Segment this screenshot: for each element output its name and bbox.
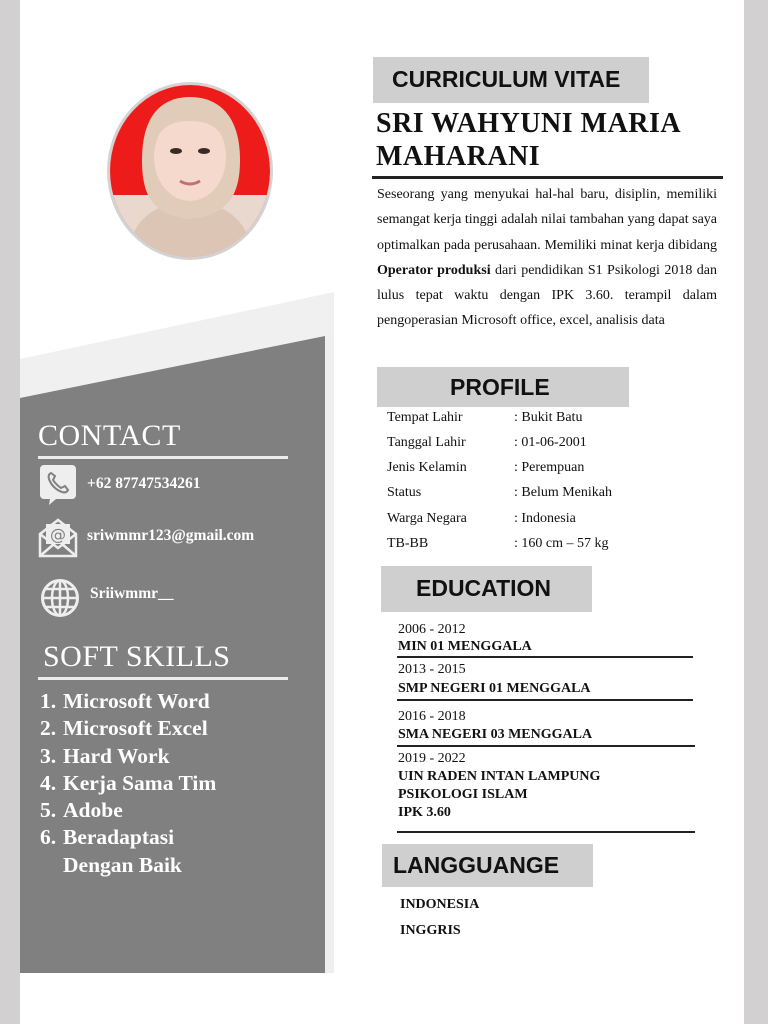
skill-number: 3. [40, 743, 57, 768]
skill-number: 2. [40, 716, 57, 741]
language-heading: LANGGUANGE [393, 852, 560, 878]
summary-text-1: Seseorang yang menyukai hal-hal baru, disiplin, memiliki semangat kerja tinggi adalah nilai tambahan yang dapat saya optimalkan pada perusahaan. Memiliki minat kerja dibidang [377, 187, 717, 253]
education-school: SMA NEGERI 03 MENGGALA [398, 727, 593, 742]
language-heading-box [382, 844, 593, 887]
profile-label: Jenis Kelamin [387, 460, 467, 475]
profile-value: : Perempuan [514, 460, 585, 475]
summary-paragraph [377, 182, 717, 355]
education-major: PSIKOLOGI ISLAM [398, 787, 528, 802]
education-heading: EDUCATION [416, 575, 552, 601]
profile-heading: PROFILE [450, 374, 550, 400]
name-divider [372, 176, 723, 179]
globe-icon [40, 578, 80, 623]
contact-rule [38, 456, 288, 459]
skill-text: Beradaptasi Dengan Baik [63, 825, 182, 877]
education-years: 2013 - 2015 [398, 662, 466, 677]
cv-title: CURRICULUM VITAE [392, 66, 621, 92]
list-item [40, 743, 320, 770]
profile-value: : 01-06-2001 [514, 435, 587, 450]
cv-title-box [373, 57, 649, 103]
contact-heading: CONTACT [38, 419, 181, 452]
list-item [40, 715, 320, 742]
summary-text-2: dari pendidikan S1 Psikologi 2018 dan lulus tepat waktu dengan IPK 3.60. terampil dalam pengoperasian Microsoft office, excel, analisis data [377, 262, 717, 329]
list-item [40, 770, 320, 797]
phone-icon [40, 465, 76, 510]
profile-row [387, 511, 727, 531]
education-years: 2006 - 2012 [398, 622, 466, 637]
profile-row [387, 536, 727, 556]
profile-label: TB-BB [387, 536, 429, 551]
profile-label: Tempat Lahir [387, 410, 463, 425]
svg-text:@: @ [50, 525, 66, 544]
skill-number: 6. [40, 825, 57, 850]
skill-number: 5. [40, 798, 57, 823]
education-divider [397, 745, 695, 747]
profile-row [387, 435, 727, 455]
skill-text: Microsoft Excel [63, 716, 208, 741]
education-heading-box [381, 566, 592, 612]
profile-row [387, 460, 727, 480]
skill-text: Microsoft Word [63, 689, 210, 713]
education-divider [397, 656, 693, 658]
list-item [40, 797, 320, 824]
profile-label: Warga Negara [387, 511, 467, 526]
profile-value: : Bukit Batu [514, 410, 583, 425]
sidebar-shadow [325, 336, 334, 973]
skill-text: Kerja Sama Tim [63, 770, 217, 795]
profile-value: : Belum Menikah [514, 485, 612, 500]
candidate-name: SRI WAHYUNI MARIA MAHARANI [376, 108, 680, 172]
language-item: INGGRIS [400, 923, 461, 938]
profile-heading-box [377, 367, 629, 407]
soft-skills-list [40, 688, 320, 879]
profile-label: Status [387, 485, 422, 500]
profile-value: : Indonesia [514, 511, 576, 526]
contact-phone: +62 87747534261 [87, 475, 201, 492]
profile-row [387, 485, 727, 505]
education-school: MIN 01 MENGGALA [398, 639, 532, 654]
list-item [40, 824, 220, 879]
language-item: INDONESIA [400, 897, 480, 912]
profile-photo [107, 82, 273, 260]
education-divider [397, 699, 693, 701]
soft-skills-rule [38, 677, 288, 680]
profile-label: Tanggal Lahir [387, 435, 466, 450]
profile-value: : 160 cm – 57 kg [514, 536, 609, 551]
list-item [40, 688, 320, 715]
soft-skills-heading: SOFT SKILLS [43, 640, 231, 673]
profile-row [387, 410, 727, 430]
email-icon [38, 518, 78, 563]
skill-text: Adobe [63, 798, 123, 823]
contact-email: sriwmmr123@gmail.com [87, 527, 255, 544]
skill-number: 4. [40, 770, 57, 795]
education-school: SMP NEGERI 01 MENGGALA [398, 681, 591, 696]
education-divider [397, 831, 695, 833]
summary-highlight: Operator produksi [377, 262, 491, 278]
education-school: UIN RADEN INTAN LAMPUNG [398, 769, 601, 784]
contact-website: Sriiwmmr__ [90, 585, 174, 602]
education-gpa: IPK 3.60 [398, 805, 451, 820]
education-years: 2016 - 2018 [398, 709, 466, 724]
skill-number: 1. [40, 689, 57, 713]
education-years: 2019 - 2022 [398, 751, 466, 766]
skill-text: Hard Work [63, 743, 170, 768]
